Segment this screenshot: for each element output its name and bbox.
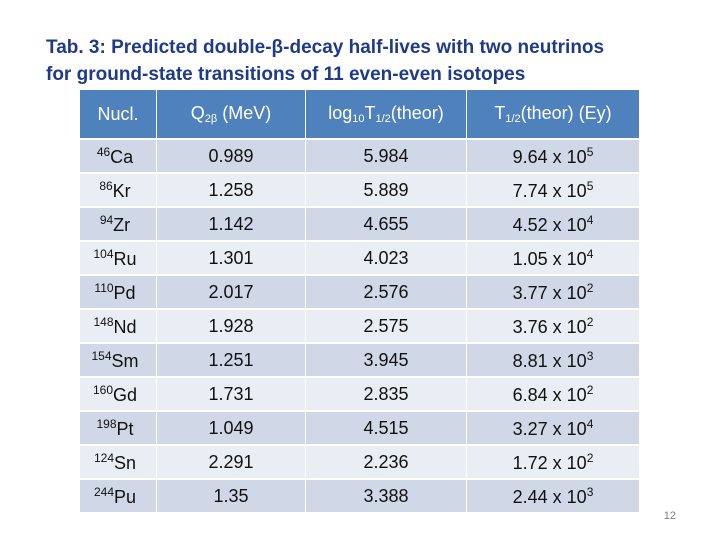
half-life-mantissa: 3.76 x 10 (512, 316, 587, 337)
table-row (80, 172, 639, 206)
log-half-life-cell: 5.889 (306, 172, 467, 206)
half-life-cell (467, 342, 639, 376)
half-life-mantissa: 7.74 x 10 (512, 180, 587, 201)
element-symbol: Nd (113, 316, 137, 337)
log-half-life-cell: 2.835 (306, 376, 467, 410)
half-life-cell (467, 240, 639, 274)
mass-number: 148 (93, 314, 114, 329)
element-symbol: Ca (110, 146, 134, 167)
table-row (80, 478, 639, 512)
mass-number: 46 (96, 144, 111, 159)
nuclide-cell (80, 410, 157, 444)
half-life-exponent: 2 (586, 314, 594, 329)
q-value-cell: 1.049 (157, 410, 306, 444)
element-symbol: Gd (113, 384, 138, 405)
log-half-life-cell: 4.655 (306, 206, 467, 240)
half-life-cell (467, 410, 639, 444)
table-row (80, 410, 639, 444)
q-value-cell: 2.017 (157, 274, 306, 308)
nuclide-cell (80, 274, 157, 308)
log-half-life-cell: 4.023 (306, 240, 467, 274)
q-value-cell: 1.35 (157, 478, 306, 512)
half-life-exponent: 3 (586, 348, 594, 363)
element-symbol: Kr (112, 180, 131, 201)
header-log-half-life: $\log_{10}T_{1/2}(theor)$ (306, 90, 467, 138)
half-life-exponent: 3 (586, 484, 594, 499)
half-lives-table (80, 90, 639, 512)
nuclide-cell (80, 308, 157, 342)
nuclide-cell (80, 342, 157, 376)
title-line-1: Tab. 3: Predicted double-β-decay half-lives with two neutrinos (46, 37, 605, 58)
mass-number: 94 (99, 212, 114, 227)
element-symbol: Sn (114, 452, 137, 473)
half-life-mantissa: 3.27 x 10 (512, 418, 587, 439)
mass-number: 86 (99, 178, 113, 193)
mass-number: 124 (93, 450, 114, 465)
element-symbol: Zr (113, 214, 131, 235)
log-half-life-cell: 2.576 (306, 274, 467, 308)
half-life-mantissa: 1.05 x 10 (512, 248, 587, 269)
half-life-exponent: 5 (586, 144, 594, 159)
log-half-life-cell: 5.984 (306, 138, 467, 172)
table-row (80, 274, 639, 308)
header-q-value: $Q_{2\beta}$ (MeV) (157, 90, 306, 138)
half-life-exponent: 2 (586, 450, 594, 465)
half-life-mantissa: 6.84 x 10 (512, 384, 587, 405)
element-symbol: Ru (113, 248, 137, 269)
half-life-cell (467, 376, 639, 410)
nuclide-cell (80, 206, 157, 240)
q-value-cell: 2.291 (157, 444, 306, 478)
log-half-life-cell: 4.515 (306, 410, 467, 444)
mass-number: 110 (94, 280, 114, 295)
mass-number: 198 (96, 416, 117, 431)
mass-number: 160 (92, 382, 113, 397)
half-life-cell (467, 206, 639, 240)
log-half-life-cell: 3.945 (306, 342, 467, 376)
element-symbol: Pt (116, 418, 134, 439)
mass-number: 244 (93, 484, 114, 499)
q-value-cell: 1.251 (157, 342, 306, 376)
mass-number: 104 (93, 246, 114, 261)
half-life-cell (467, 138, 639, 172)
table-row (80, 240, 639, 274)
nuclide-cell (80, 478, 157, 512)
header-half-life: $T_{1/2}(theor)$ (Ey) (467, 90, 639, 138)
half-life-exponent: 4 (586, 212, 594, 227)
half-life-exponent: 5 (586, 178, 594, 193)
half-life-exponent: 2 (586, 382, 594, 397)
nuclide-cell (80, 240, 157, 274)
element-symbol: Sm (111, 350, 139, 371)
half-life-mantissa: 4.52 x 10 (512, 214, 587, 235)
half-life-cell (467, 172, 639, 206)
nuclide-cell (80, 138, 157, 172)
log-half-life-cell: 2.236 (306, 444, 467, 478)
table-row (80, 206, 639, 240)
half-life-mantissa: 9.64 x 10 (512, 146, 587, 167)
nuclide-cell (80, 172, 157, 206)
half-life-exponent: 4 (586, 416, 594, 431)
q-value-cell: 1.928 (157, 308, 306, 342)
q-value-cell: 1.731 (157, 376, 306, 410)
half-life-mantissa: 3.77 x 10 (512, 282, 587, 303)
log-half-life-cell: 2.575 (306, 308, 467, 342)
table-header-row (80, 90, 639, 138)
half-life-cell (467, 444, 639, 478)
log-half-life-cell: 3.388 (306, 478, 467, 512)
half-life-mantissa: 2.44 x 10 (512, 486, 587, 507)
nuclide-cell (80, 444, 157, 478)
table-row (80, 342, 639, 376)
half-life-cell (467, 308, 639, 342)
half-life-exponent: 2 (586, 280, 594, 295)
q-value-cell: 1.142 (157, 206, 306, 240)
table-row (80, 138, 639, 172)
half-life-cell (467, 274, 639, 308)
element-symbol: Pu (114, 486, 137, 507)
q-value-cell: 0.989 (157, 138, 306, 172)
q-value-cell: 1.301 (157, 240, 306, 274)
half-life-exponent: 4 (586, 246, 594, 261)
page-number: 12 (663, 510, 676, 522)
half-life-cell (467, 478, 639, 512)
header-nucl: Nucl. (80, 90, 157, 138)
table-row (80, 308, 639, 342)
slide-title (46, 34, 706, 88)
mass-number: 154 (91, 348, 112, 363)
table-row (80, 444, 639, 478)
nuclide-cell (80, 376, 157, 410)
half-life-mantissa: 8.81 x 10 (512, 350, 587, 371)
table-row (80, 376, 639, 410)
half-life-mantissa: 1.72 x 10 (512, 452, 587, 473)
title-line-2: for ground-state transitions of 11 even-even isotopes (46, 64, 526, 85)
table-body (80, 138, 639, 512)
element-symbol: Pd (113, 282, 136, 303)
q-value-cell: 1.258 (157, 172, 306, 206)
